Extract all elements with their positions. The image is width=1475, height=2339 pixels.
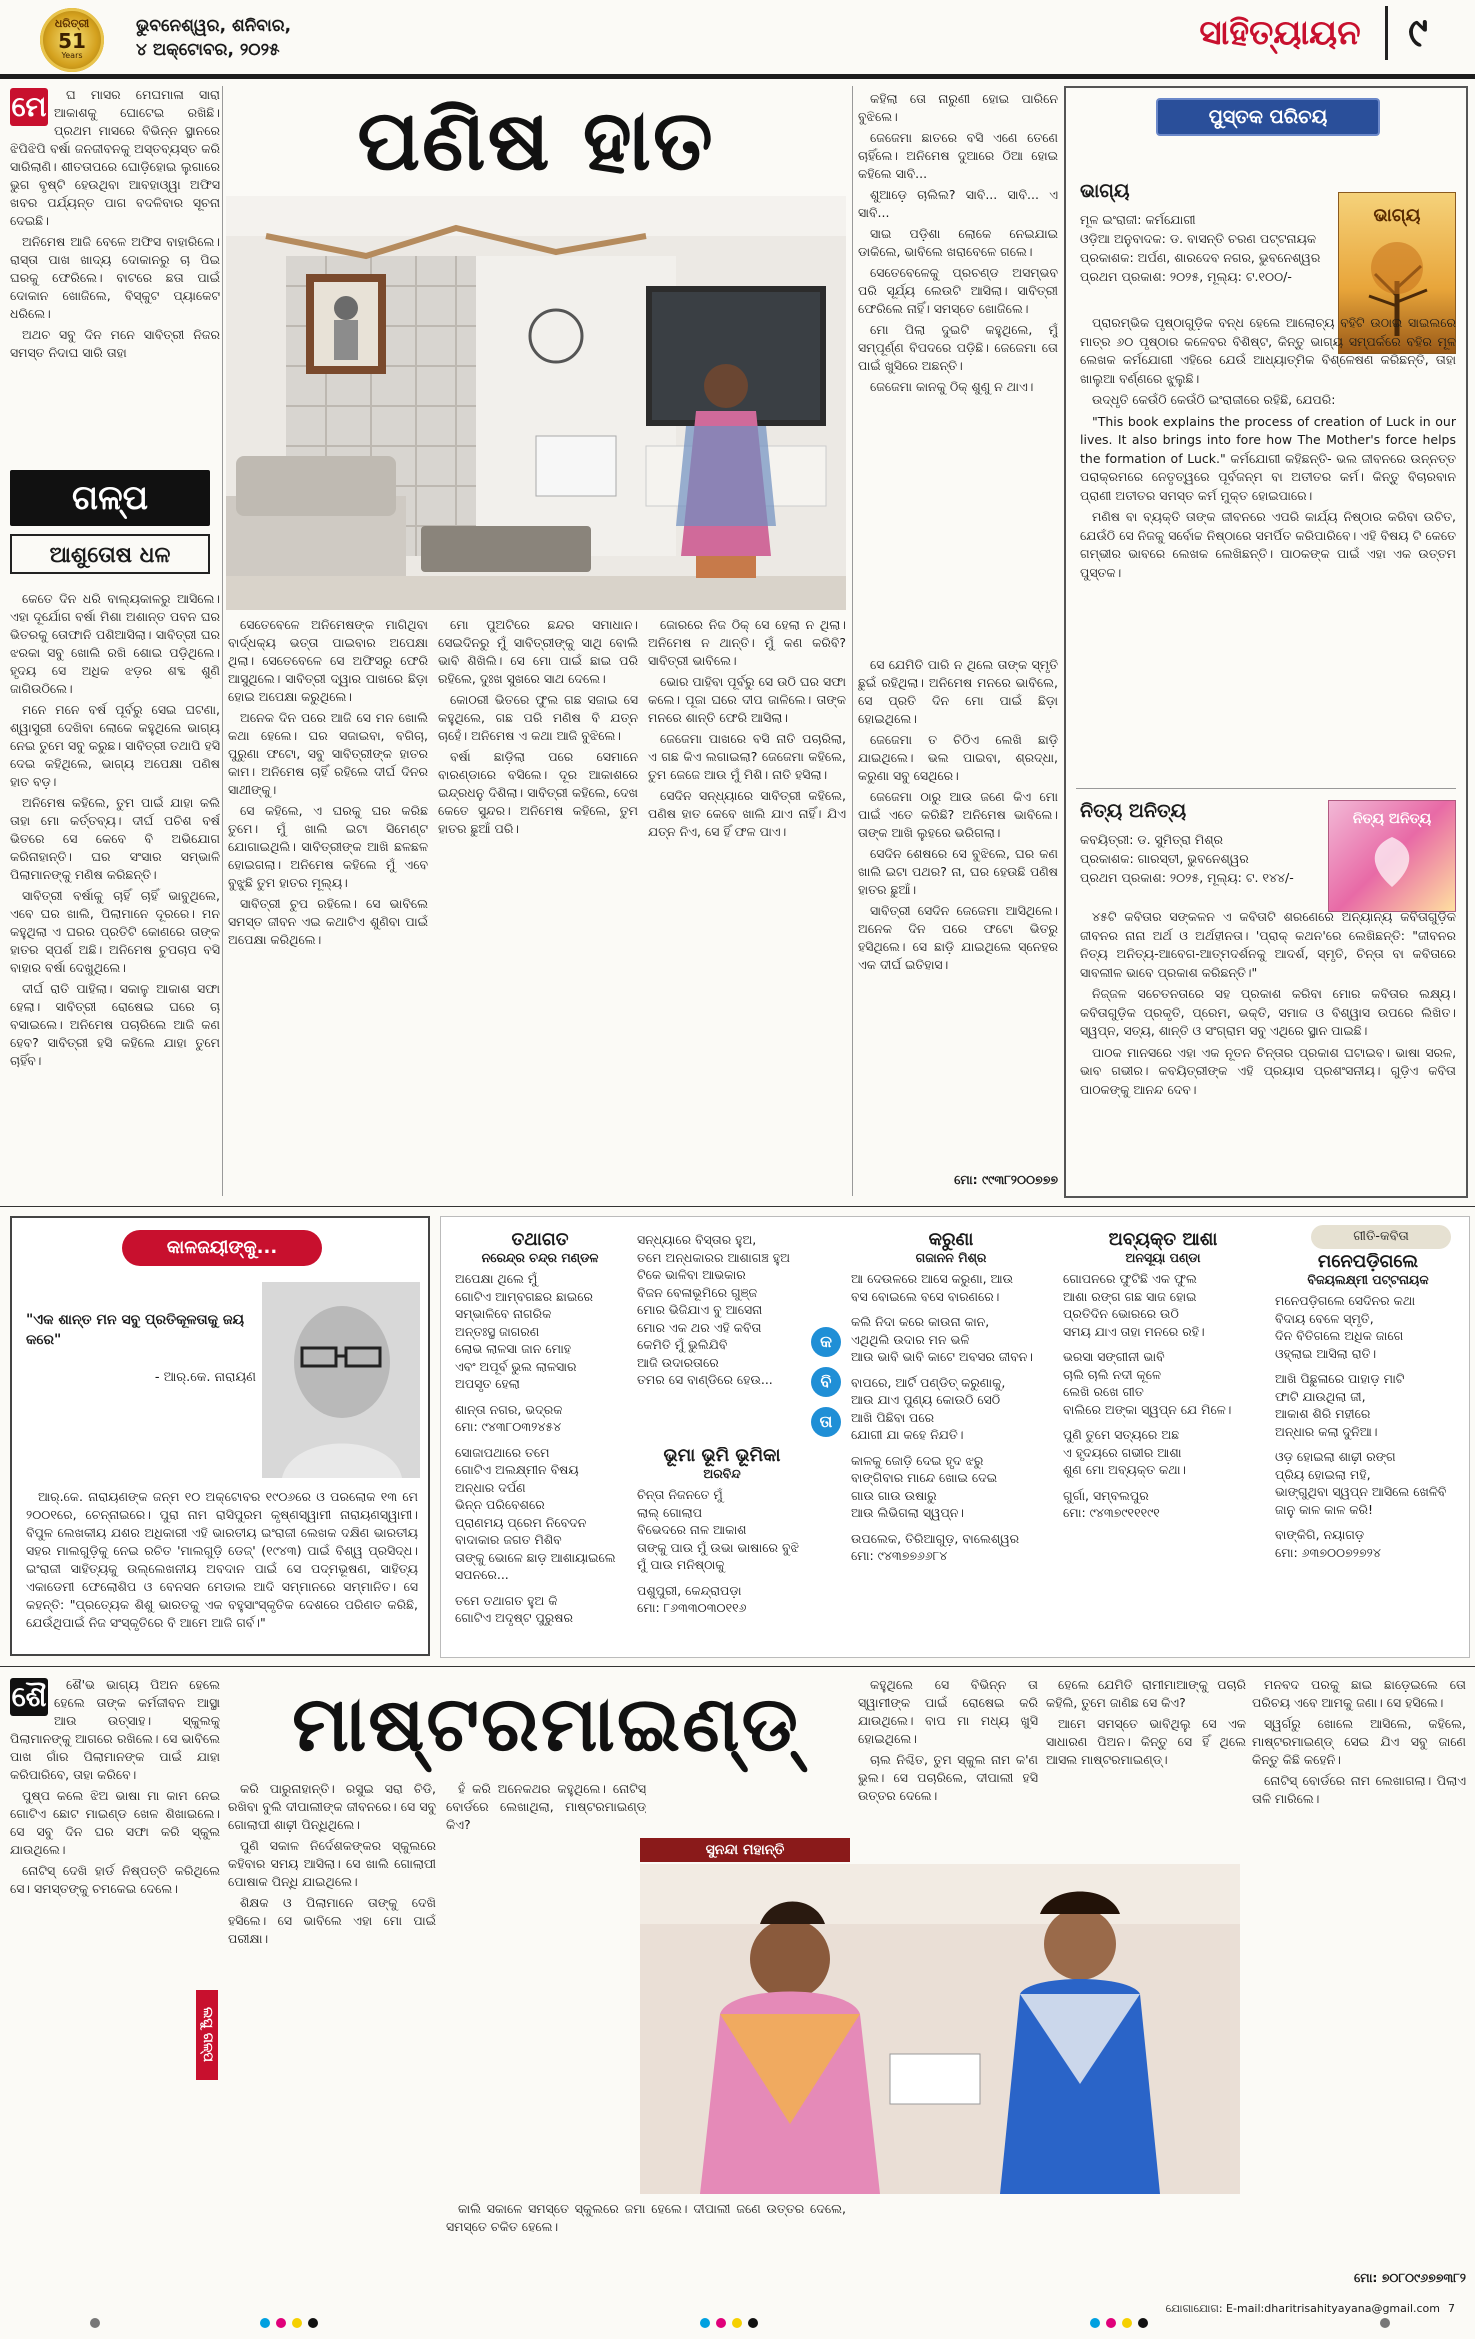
paragraph: ଭୋର ପାହିବା ପୂର୍ବରୁ ସେ ଉଠି ଘର ସଫା କଲେ। ପୂଜା ଘରେ ଦୀପ ଜାଳିଲେ। ତାଙ୍କ ମନରେ ଶାନ୍ତି ଫେରି ଆସିଲା।	[648, 674, 846, 725]
poem-line: ଅନ୍ତଃସ୍ଥ ଜାଗରଣ	[455, 1323, 540, 1339]
paragraph: ଚାଲ ନିଶ୍ଚିତ, ତୁମ ସ୍କୁଲ ନାମ କ'ଣ ଭୁଲ। ସେ ପଚାରିଲେ, ଦୀପାଲୀ ହସି ଉତ୍ତର ଦେଲେ।	[858, 1752, 1038, 1803]
lotus-icon	[1329, 827, 1455, 897]
poem-line: ଜାନୁ କାଳ କାଳ କରି!	[1275, 1501, 1373, 1517]
poem-line	[1275, 1440, 1461, 1448]
poem-title: ଭୂମା ଭୂମି ଭୂମିକା	[663, 1447, 781, 1466]
story2-col4	[858, 1676, 1038, 1856]
kavita-badge-char: ବି	[811, 1367, 841, 1397]
paragraph: ମଣିଷ ବା ବ୍ୟକ୍ତି ତାଙ୍କ ଜୀବନରେ ଏପରି କାର୍ଯ୍ୟ ନିଷ୍ଠାର କରିବା ଉଚିତ, ଯେଉଁଠି ସେ ନିଜକୁ ସର୍ବୋଚ୍ଚ ନିଷ୍ଠାରେ ସମର୍ପିତ କରିପାରିବେ। ଏହି ବିଷୟ ଟି କେତେ ଗମ୍ଭୀର ଭାବରେ ଲେଖକ ଲେଖିଛନ୍ତି। ପାଠକଙ୍କ ପାଇଁ ଏହା ଏକ ଉତ୍ତମ ପୁସ୍ତକ।	[1080, 509, 1456, 580]
story2-author: ସୁନନ୍ଦା ମହାନ୍ତି	[640, 1838, 850, 1862]
poem-line	[1063, 1340, 1263, 1348]
poem-line: ଅପେକ୍ଷା ଥିଲେ ମୁଁ	[455, 1271, 538, 1286]
poem-line: ଆଉ ଯାଏ ପୁଣ୍ୟ କୋଉଠି ସେଠି	[851, 1392, 1001, 1407]
registration-mark	[700, 2318, 710, 2328]
paragraph: ଜେଜେମା ପାଖରେ ବସି ନାତି ପଚାରିଲା, ଏ ଗଛ କିଏ ଲଗାଇଲା? ଜେଜେମା କହିଲେ, ତୁମ ଜେଜେ ଆଉ ମୁଁ ମିଶି। ନାତି ହସିଲା।	[648, 731, 846, 782]
quote-bio	[26, 1488, 418, 1648]
poem-line	[1275, 1518, 1461, 1526]
paragraph: ଦୀର୍ଘ ରାତି ପାହିଲା। ସକାଳୁ ଆକାଶ ସଫା ହେଲା। ସାବିତ୍ରୀ ରୋଷେଇ ଘରେ ଚା ବସାଇଲେ। ଅନିମେଷ ପଚାରିଲେ ଆଜି କଣ ହେବ? ସାବିତ୍ରୀ ହସି କହିଲେ ଯାହା ତୁମେ ଚାହିଁବ।	[10, 981, 220, 1068]
registration-mark	[732, 2318, 742, 2328]
poem-line: ସପନରେ...	[455, 1567, 509, 1582]
poem-line: ଏବଂ ଅପୂର୍ବ ଭୁଲ ଲାଳସାର	[455, 1358, 577, 1374]
story1-dropcap: ମେ	[10, 88, 48, 126]
poem-poet: ବିଜୟଲକ୍ଷ୍ମୀ ପଟ୍ଟନାୟକ	[1307, 1271, 1429, 1287]
poem-line: ଲାଲ୍ ଗୋଲାପ	[637, 1504, 703, 1520]
poem-line: ସନ୍ଧ୍ୟାରେ ବିସ୍ତାର ହୁଅ,	[637, 1232, 757, 1247]
poem-line: ଅନ୍ଧାର କଲା ଦୁନିଆ।	[1275, 1423, 1378, 1439]
poem-line: କେମିତି ମୁଁ ଭୁଲିଯିବି	[637, 1337, 728, 1352]
footer-email: ଯୋଗାଯୋଗ: E-mail:dharitrisahityayana@gmail.com	[1165, 2302, 1440, 2315]
badge-years: Years	[61, 51, 83, 60]
poem-line: ଆଶା ରଙ୍ଗ ଗଛ ସାଜ ହୋଇ	[1063, 1288, 1197, 1304]
poem-line: ଅପସୃତ ହେଲା	[455, 1376, 520, 1391]
poem-line: ଯୋଗୀ ଯା କହେ ନିଯତି।	[851, 1427, 964, 1442]
portrait-image	[262, 1282, 420, 1478]
poem-line: ତମର ସେ ବାଣ୍ଡିରେ ହେଉ...	[637, 1372, 773, 1387]
poem-line: ଆଜି ଉଦାରତାରେ	[637, 1354, 719, 1370]
footer-page-mark: 7	[1448, 2302, 1455, 2315]
poem-poet: ନରେନ୍ଦ୍ର ଚନ୍ଦ୍ର ମଣ୍ଡଳ	[481, 1249, 599, 1265]
paragraph: ଶିକ୍ଷକ ଓ ପିଲାମାନେ ତାଙ୍କୁ ଦେଖି ହସିଲେ। ସେ ଭାବିଲେ ଏହା ମୋ ପାଇଁ ପରୀକ୍ଷା।	[228, 1895, 436, 1946]
paragraph: ପୁଣି ସକାଳ ନିର୍ଦେଶକଙ୍କର ସ୍କୁଲରେ କହିବାର ସମୟ ଆସିଲା। ସେ ଖାଲି ଗୋଲାପୀ ପୋଷାକ ପିନ୍ଧି ଯାଇଥିଲେ।	[228, 1838, 436, 1889]
registration-mark	[292, 2318, 302, 2328]
story1-col1	[10, 86, 220, 466]
registration-mark	[308, 2318, 318, 2328]
poem-line	[637, 1574, 807, 1582]
paragraph: କାଲି ସକାଳେ ସମସ୍ତେ ସ୍କୁଲରେ ଜମା ହେଲେ। ଦୀପାଲୀ ଜଣେ ଉତ୍ତର ଦେଲେ, ସମସ୍ତେ ଚକିତ ହେଲେ।	[446, 2201, 846, 2234]
poem-line	[455, 1584, 625, 1592]
registration-mark	[1106, 2318, 1116, 2328]
poem-line: ଏଥିଥିଲି ଉଦାର ମନ ଭଳି	[851, 1331, 970, 1347]
paragraph: ନୋଟିସ୍ ବୋର୍ଡରେ ନାମ ଲେଖାଗଲା। ପିଲାଏ ତାଳି ମାରିଲେ।	[1252, 1773, 1466, 1806]
paragraph: କେତେ ଦିନ ଧରି ବାଲ୍ୟକାଳରୁ ଆସିଲେ। ଏହା ଦୂର୍ଯୋଗ ବର୍ଷା ମିଶା ଅଶାନ୍ତ ପବନ ଘର ଭିତରକୁ ତୋଫାନି ପଶିଆସିଲା। ସାବିତ୍ରୀ ଘର ଝରକା ସବୁ ଖୋଲି ରଖି ଶୋଇ ପଡ଼ିଥିଲେ। ହୃଦୟ ସେ ଅଧିକ ଝଡ଼ର ଶବ୍ଦ ଶୁଣି ଜାଗିଉଠିଲେ।	[10, 591, 220, 696]
paragraph: ଅନେକ ଦିନ ପରେ ଆଜି ସେ ମନ ଖୋଲି କଥା ହେଲେ। ଘର ସଜାଇବା, ବଗିଚା, ପୁରୁଣା ଫଟୋ, ସବୁ ସାବିତ୍ରୀଙ୍କ ହାତର କାମ। ଅନିମେଷ ଚାହିଁ ରହିଲେ ଦୀର୍ଘ ଦିନର ସାଥୀଙ୍କୁ।	[228, 710, 428, 797]
book-review-banner: ପୁସ୍ତକ ପରିଚୟ	[1156, 98, 1380, 136]
poem-line	[851, 1366, 1051, 1374]
poem-line: ମୋର ଏକ ଥର ଏହି କବିତା	[637, 1319, 762, 1335]
quote-attribution: - ଆର୍.କେ. ନାରାୟଣ	[154, 1370, 256, 1385]
paragraph: ନିଜ୍ଜଳ ସଚେତନତାରେ ସହ ପ୍ରକାଶ କରିବା ମୋର କବିତାର ଲକ୍ଷ୍ୟ। କବିତାଗୁଡ଼ିକ ପ୍ରକୃତି, ପ୍ରେମ, ଭକ୍ତି, ସମାଜ ଓ ବିଶ୍ୱାସ ଉପରେ ଲିଖିତ। ସ୍ୱପ୍ନ, ସତ୍ୟ, ଶାନ୍ତି ଓ ସଂଗ୍ରାମ ସବୁ ଏଥିରେ ସ୍ଥାନ ପାଇଛି।	[1080, 986, 1456, 1038]
book2-meta-line: ପ୍ରଥମ ପ୍ରକାଶ: ୨୦୨୫, ମୂଲ୍ୟ: ଟ. ୧୪୪/-	[1080, 870, 1294, 885]
paragraph: ପୁଷ୍ପ କଲେ ଝିଅ ଭାଷା ମା କାମ ନେଇ ଗୋଟିଏ ଛୋଟ ମାଇଣ୍ଡ ଖେଳ ଶିଖାଇଲେ। ସେ ସବୁ ଦିନ ଘର ସଫା କରି ସ୍କୁଲ ଯାଉଥିଲେ।	[10, 1788, 220, 1857]
poem-line: ପ୍ରିୟ ହୋଇଲା ମହି,	[1275, 1466, 1371, 1482]
paragraph: ସାଇ ପଡ଼ିଶା ଲୋକେ ନେଇଯାଇ ଡାକିଲେ, ଭାବିଲେ ଖରାବେଳେ ଗଲେ।	[858, 226, 1058, 259]
poem-line: ବାଦାକାର ଜଗତ ମିଶିବ	[455, 1532, 562, 1547]
poem-line: ତାଙ୍କୁ ପାଉ ମୁଁ ଉଭା ଭାଷାରେ ବୁଝି	[637, 1539, 799, 1555]
poem-line: ସୋଜାପଥାରେ ତମେ	[455, 1444, 550, 1460]
story1-illustration	[226, 196, 846, 610]
poem-line: ଲୋଭ ଲାଳସା ଜାନ ମୋହ	[455, 1341, 572, 1356]
poem-line: ଓଡ଼ ହୋଇଲା ଶାଢ଼ୀ ରଙ୍ଗ	[1275, 1449, 1396, 1464]
paragraph: ସ୍ୱର୍ଗରୁ ଖୋଲେ ଆସିଲେ, କହିଲେ, ମାଷ୍ଟରମାଇଣ୍ଡ୍ ସେଇ ଯିଏ ସବୁ ଜାଣେ କିନ୍ତୁ କିଛି କହେନି।	[1252, 1716, 1466, 1767]
paragraph: ଜେଜେମା ଠାରୁ ଆଉ ଜଣେ କିଏ ମୋ ପାଇଁ ଏତେ କରିଛି? ଅନିମେଷ ଭାବିଲେ। ତାଙ୍କ ଆଖି ଲୁହରେ ଭରିଗଲା।	[858, 789, 1058, 840]
paragraph: ସେଦିନ ସନ୍ଧ୍ୟାରେ ସାବିତ୍ରୀ କହିଲେ, ପଣିଷ ହାତ କେବେ ଖାଲି ଯାଏ ନାହିଁ। ଯିଏ ଯତ୍ନ ନିଏ, ସେ ହିଁ ଫଳ ପାଏ।	[648, 788, 846, 839]
dateline-date: ୪ ଅକ୍ଟୋବର, ୨୦୨୫	[136, 40, 280, 60]
author-portrait	[262, 1282, 420, 1478]
paragraph: ପାଠକ ମାନସରେ ଏହା ଏକ ନୂତନ ଚିନ୍ତାର ପ୍ରକାଶ ଘଟାଇବ। ଭାଷା ସରଳ, ଭାବ ଗଭୀର। କବୟିତ୍ରୀଙ୍କ ଏହି ପ୍ରୟାସ ପ୍ରଶଂସନୀୟ। ଗୁଡ଼ିଏ କବିତା ପାଠକଙ୍କୁ ଆନନ୍ଦ ଦେବ।	[1080, 1044, 1456, 1097]
poem-line	[851, 1522, 1051, 1530]
paragraph: ଅଥଚ ସବୁ ଦିନ ମନେ ସାବିତ୍ରୀ ନିଜର ସମସ୍ତ ନିଦାଘ ସାରି ତାହା	[10, 327, 220, 360]
poem-3	[637, 1447, 807, 1647]
poem-line: ମୋ: ୬୩୭୦୦୭୨୭୨୪	[1275, 1544, 1381, 1560]
registration-mark	[260, 2318, 270, 2328]
poem-line: ଗୋଟିଏ ଅଲକ୍ଷ୍ମୀନ ବିଷୟ	[455, 1462, 579, 1477]
book1-meta-line: ପ୍ରଥମ ପ୍ରକାଶ: ୨୦୨୫, ମୂଲ୍ୟ: ଟ.୧୦୦/-	[1080, 269, 1292, 284]
paragraph: ୪୫ଟି କବିତାର ସଙ୍କଳନ ଏ କବିତାଟି ଶରଣେରେ ଅନ୍ୟାନ୍ୟ କବିତାଗୁଡ଼ିକ ଜୀବନର ନାନା ଅର୍ଥ ଓ ଅର୍ଥହୀନତା। 'ପ୍ରାକ୍ କଥନ'ରେ ଲେଖିଛନ୍ତି: "ଜୀବନର ନିତ୍ୟ ଅନିତ୍ୟ-ଆବେଗ-ଆତ୍ମଦର୍ଶନକୁ ଆଦର୍ଶ, ସ୍ମୃତି, ଚିନ୍ତା ବା କବିତାରେ ସାବଲୀଳ ଭାବେ ପ୍ରକାଶ କରିଛନ୍ତି।"	[1080, 909, 1456, 980]
poem-title: ଅବ୍ୟକ୍ତ ଆଶା	[1108, 1231, 1218, 1250]
story2-col1	[10, 1676, 220, 2286]
poem-line	[455, 1436, 625, 1444]
poem-line: ତାଙ୍କୁ ଭୋଳେ ଛାଡ଼ ଆଶାୟାଇଲେ	[455, 1549, 616, 1565]
poem-line: ତମେ ତଥାଗତ ହୁଅ କି	[455, 1592, 558, 1608]
poem-line	[851, 1305, 1051, 1313]
registration-mark	[748, 2318, 758, 2328]
poem-line: ଆଉ ଲିଭିଗଲା ସ୍ୱପ୍ନ।	[851, 1505, 965, 1520]
poem-line: ଦିନ ବିତିଗଲେ ଅଧିକ ଜାଗେ	[1275, 1328, 1404, 1343]
badge-number: 51	[58, 29, 86, 53]
paragraph: ନୋଟିସ୍ ଦେଖି ହାର୍ଡ ନିଷ୍ପତ୍ତି କରିଥିଲେ ସେ। ସମସ୍ତଙ୍କୁ ଚମକେଇ ଦେଲେ।	[10, 1863, 220, 1896]
story1-col1-lower	[10, 590, 220, 1150]
poem-line: ଗୋଟିଏ ଅଦୃଷ୍ଟ ପୁରୁଷର	[455, 1610, 573, 1625]
book2-cover	[1328, 800, 1456, 912]
poem-line: ଶୁଣ ମୋ ଅବ୍ୟକ୍ତ କଥା।	[1063, 1462, 1187, 1477]
poem-line: ଫାଟି ଯାଉଥିଲା ଜୀ,	[1275, 1388, 1366, 1404]
poem-poet: ଅନସୂୟା ପଣ୍ଡା	[1125, 1249, 1201, 1265]
story2-col3-lower	[446, 2200, 846, 2290]
paragraph: ମୋ ପୁଅଟିରେ ଛନ୍ଦର ସମାଧାନ। ସେଇଦିନରୁ ମୁଁ ସାବିତ୍ରୀଙ୍କୁ ସାଥି ବୋଲି ଭାବି ଶିଖିଲି। ସେ ମୋ ପାଇଁ ଛାଇ ପରି ରହିଲେ, ଦୁଃଖ ସୁଖରେ ସାଥ ଦେଲେ।	[438, 617, 638, 686]
poem-line: ପୁଣି ତୁମେ ସତ୍ୟରେ ଅଛ	[1063, 1427, 1180, 1442]
story1-category-tag: ଗଳ୍ପ	[10, 470, 210, 526]
poem-line: ଶାନ୍ତା ନଗର, ଭଦ୍ରକ	[455, 1401, 563, 1417]
paragraph: ଘ ମାସର ମେଘମାଳା ସାରା ଆକାଶକୁ ଘୋଟେଇ ରଖିଛି। ପ୍ରଥମ ମାସରେ ବିଭିନ୍ନ ସ୍ଥାନରେ ଝିପିଝିପି ବର୍ଷା ଜନଜୀବନକୁ ଅସ୍ତବ୍ୟସ୍ତ କରି ସାରିଲାଣି। ଶୀତତାପରେ ଘୋଡ଼ିହୋଇ ଲୁଗାରେ ଭୁଗ ବୃଷ୍ଟି ହେଉଥିବା ଆବହାଓ୍ୱା ଅଫିସ ଖବର ପର୍ଯ୍ୟନ୍ତ ପାଗ ବଦଳିବାର ସୂଚନା ଦେଇଛି।	[10, 87, 220, 228]
anniversary-badge	[40, 8, 104, 72]
poem-line: ଭାଙ୍ଗୁଥିବା ସ୍ୱପ୍ନ ଆସିଲେ ଖେଳିବି	[1275, 1484, 1447, 1499]
registration-mark	[276, 2318, 286, 2328]
poem-line: ବିଦାୟ ବେଳେ ସ୍ମୃତି,	[1275, 1310, 1374, 1326]
poem-line: କଲି ନିଦା କରେ କାଉନା କାନ,	[851, 1314, 990, 1329]
living-room-image	[226, 196, 846, 610]
poem-line: ଚାଲି ଚାଲି ନଦୀ କୂଳେ	[1063, 1366, 1162, 1382]
paragraph: ସେ ଯେମିତି ପାରି ନ ଥିଲେ ତାଙ୍କ ସ୍ମୃତି ଛୁଇଁ ରହିଥିଲା। ଅନିମେଷ ମନରେ ଭାବିଲେ, ସେ ପ୍ରତି ଦିନ ମୋ ପାଇଁ ଛିଡ଼ା ହୋଇଥିଲେ।	[858, 657, 1058, 726]
brand-logo: ସାହିତ୍ୟାୟନ	[1199, 13, 1361, 53]
paragraph: ସାବିତ୍ରୀ ବର୍ଷାକୁ ଚାହିଁ ଚାହିଁ ଭାବୁଥିଲେ, ଏବେ ଘର ଖାଲି, ପିଲାମାନେ ଦୂରରେ। ମନ କହୁଥିଲା ଏ ଘରର ପ୍ରତିଟି କୋଣରେ ତାଙ୍କ ହାତର ସ୍ପର୍ଶ ଅଛି। ଅନିମେଷ ଚୁପଚାପ ବସି ବାହାର ବର୍ଷା ଦେଖୁଥିଲେ।	[10, 888, 220, 975]
poem-line: ମୋ: ୮୬୩୩୦୩୦୧୧୬	[637, 1600, 747, 1615]
paragraph: ମନେ ମନେ ବର୍ଷ ପୂର୍ବରୁ ସେଇ ଘଟଣା, ଶ୍ୱାସୁରୀ ଦେଖିବା ଲୋକେ କହୁଥିଲେ ଭାଗ୍ୟ ନେଇ ତୁମେ ସବୁ କରୁଛ। ସାବିତ୍ରୀ ତଥାପି ହସି ଦେଇ କହିଥିଲେ, ଭାଗ୍ୟ ଅପେକ୍ଷା ପଣିଷ ହାତ ବଡ଼।	[10, 702, 220, 789]
story2-photo	[640, 1864, 1240, 2194]
paragraph: ସେଦିନ ଶେଷରେ ସେ ବୁଝିଲେ, ଘର କଣ ଖାଲି ଇଟା ପଥର? ନା, ଘର ହେଉଛି ପଣିଷ ହାତର ଛୁଆଁ।	[858, 846, 1058, 897]
story2-contact: ମୋ: ୭୦୮୦୯୬୭୭୩୮୨	[1353, 2270, 1466, 2285]
poem-line: ମୋର ଭିଜିଯାଏ ବୁ ଆସେନା	[637, 1302, 763, 1317]
quote-box	[10, 1216, 430, 1656]
paragraph: ମନବଦ ପରକୁ ଛାଇ ଛାଡ଼େଇଲେ ତୋ ପରିଚୟ ଏବେ ଆମକୁ ଜଣା। ସେ ହସିଲେ।	[1252, 1677, 1466, 1710]
registration-mark	[1090, 2318, 1100, 2328]
poem-title: କରୁଣା	[928, 1231, 974, 1250]
book2-meta	[1080, 830, 1330, 900]
story1-col4	[648, 616, 846, 1196]
poem-line: ବାଙ୍ଗିବାର ମାନ୍ଦେ ଖୋଇ ଦେଇ	[851, 1470, 998, 1485]
poem-line: ଅନ୍ଧାର ଦର୍ପଣ	[455, 1479, 526, 1495]
story2-col6	[1252, 1676, 1466, 2266]
story2-title: ମାଷ୍ଟରମାଇଣ୍ଡ୍	[292, 1679, 800, 1768]
poem-line: ବସ ବୋଇଲେ ବସେ ବାରଣରେ।	[851, 1288, 1000, 1304]
badge-title: ଧରିତ୍ରୀ	[54, 17, 90, 30]
quote-banner: କାଳଜୟୀଙ୍କୁ...	[122, 1230, 322, 1266]
registration-mark	[1138, 2318, 1148, 2328]
story2-col2	[228, 1780, 436, 2290]
paragraph: ବର୍ଷା ଛାଡ଼ିଲା ପରେ ସେମାନେ ବାରଣ୍ଡାରେ ବସିଲେ। ଦୂର ଆକାଶରେ ଇନ୍ଦ୍ରଧନୁ ଦିଶିଲା। ସାବିତ୍ରୀ କହିଲେ, ଦେଖ କେତେ ସୁନ୍ଦର। ଅନିମେଷ କହିଲେ, ତୁମ ହାତର ଛୁଆଁ ପରି।	[438, 749, 638, 836]
poem-line: ପଶୁପୁରୀ, କେନ୍ଦ୍ରାପଡ଼ା	[637, 1582, 742, 1598]
registration-mark	[1380, 2318, 1390, 2328]
book2-body	[1080, 908, 1456, 1188]
paragraph: ସେତେବେଳେକୁ ପ୍ରଚଣ୍ଡ ଅସମ୍ଭବ ପରି ସୂର୍ଯ୍ୟ ଲେଉଟି ଆସିଲା। ସାବିତ୍ରୀ ଫେରିଲେ ନାହିଁ। ସମସ୍ତେ ଖୋଜିଲେ।	[858, 265, 1058, 316]
story1-col3	[438, 616, 638, 1196]
story1-author: ଆଶୁତୋଷ ଧଳ	[10, 534, 210, 574]
poem-line: ସମ୍ଭାଳିବେ ନାଗରିକ	[455, 1306, 552, 1321]
story1-title: ପଣିଷ ହାତ	[357, 90, 715, 189]
poem-line: ଗୁର୍ଗା, ସମ୍ବଲପୁର	[1063, 1487, 1149, 1503]
paragraph: ଶୈ'ଭ ଭାଗ୍ୟ ପିଅନ ହେଲେ ହେଲେ ତାଙ୍କ କର୍ମଜୀବନ ଆସ୍ଥା ଆଉ ଉତ୍ସାହ। ସ୍କୁଲକୁ ପିଲାମାନଙ୍କୁ ଆଗରେ ରଖିଲେ। ସେ ଭାବିଲେ ପାଖ ଗାଁର ପିଲାମାନଙ୍କ ପାଇଁ ଯାହା କରିପାରିବେ, ତାହା କରିବେ।	[10, 1677, 220, 1782]
book1-meta-line: ପ୍ରକାଶକ: ଅର୍ପଣ, ଶାରଦେବ ନଗର, ଭୁବନେଶ୍ୱର	[1080, 250, 1321, 265]
story1-col2	[228, 616, 428, 1196]
masthead-left	[40, 8, 440, 72]
book-review-box	[1064, 86, 1468, 1198]
poem-lines	[851, 1270, 1051, 1565]
poem-1	[455, 1231, 625, 1651]
registration-mark	[716, 2318, 726, 2328]
poem-line: ଭିନ୍ନ ପରିବେଶରେ	[455, 1497, 545, 1512]
paragraph: ଉଦ୍ଧୃତି କେଉଁଠି କେଉଁଠି ଇଂରାଜୀରେ ରହିଛି, ଯେପରି:	[1092, 392, 1336, 407]
poem-line: ତମେ ଅନ୍ଧକାରର ଆଶାଗଞ୍ଚ ହୁଅ	[637, 1249, 790, 1265]
quote-text: "ଏକ ଶାନ୍ତ ମନ ସବୁ ପ୍ରତିକୂଳତାକୁ ଜୟ କରେ"	[26, 1312, 245, 1348]
poem-title: ତଥାଗତ	[511, 1231, 569, 1250]
poem-line: ଆଖି ପିଛିବା ପରେ	[851, 1409, 935, 1425]
poem-line: ଗାଉ ଗାଉ ଉଷାରୁ	[851, 1487, 937, 1503]
story2-col5	[1046, 1676, 1246, 1856]
poem-line	[1063, 1418, 1263, 1426]
paragraph: ହେଲେ ଯେମିତି ରାମୀମାଆଙ୍କୁ ପଚାରି କହିଲି, ତୁମେ ଜାଣିଛ ସେ କିଏ?	[1046, 1677, 1246, 1710]
two-women-image	[640, 1864, 1240, 2194]
paragraph: ଆର୍.କେ. ନାରାୟଣଙ୍କ ଜନ୍ମ ୧୦ ଅକ୍ଟୋବର ୧୯୦୬ରେ ଓ ପରଲୋକ ୧୩ ମେ ୨୦୦୧ରେ, ଚେନ୍ନାଇରେ। ପୁରା ନାମ ରାସିପୁରମ କୃଷ୍ଣସ୍ୱାମୀ ନାରାୟଣସ୍ୱାମୀ। ବିପୁଳ ଲେଖକୀୟ ଯଶର ଅଧିକାରୀ ଏହି ଭାରତୀୟ ଇଂରାଜୀ ଲେଖକ ଦକ୍ଷିଣ ଭାରତୀୟ ସହର ମାଲଗୁଡ଼ିକୁ ନେଇ ରଚିତ 'ମାଲଗୁଡ଼ି ଡେଜ୍' (୧୯୪୩) ପାଇଁ ବିଶ୍ୱ ପ୍ରସିଦ୍ଧ। ଇଂରାଜୀ ସାହିତ୍ୟକୁ ଉଲ୍ଲେଖନୀୟ ଅବଦାନ ପାଇଁ ସେ ପଦ୍ମଭୂଷଣ, ସାହିତ୍ୟ ଏକାଡେମୀ ଫେଲୋଶିପ ଓ ବେନସନ ମେଡାଲ ଆଦି ସମ୍ମାନରେ ସମ୍ମାନିତ। ସେ କହନ୍ତି: "ପ୍ରତ୍ୟେକ ଶିଶୁ ଭାରତକୁ ଏକ ବହୁସାଂସ୍କୃତିକ ଦେଶରେ ପରିଣତ କରିଛି, ଯେଉଁଥିପାଇଁ ନିଜ ସଂସ୍କୃତିରେ ବି ଆମେ ଆଜି ଗର୍ବ।"	[26, 1489, 418, 1630]
paragraph: ସାବିତ୍ରୀ ସେଦିନ ଜେଜେମା ଆସିଥିଲେ। ଅନେକ ଦିନ ପରେ ଫଟୋ ଭିତରୁ ହସିଥିଲେ। ସେ ଛାଡ଼ି ଯାଇଥିଲେ ସ୍ନେହର ଏକ ଦୀର୍ଘ ଇତିହାସ।	[858, 903, 1058, 972]
poem-line: ବିଭେଦରେ ନାଳ ଆକାଶ	[637, 1522, 747, 1537]
paragraph: ସେତେବେଳେ ଅନିମେଷଙ୍କ ମାଗିଥିବା ବାର୍ଦ୍ଧକ୍ୟ ଭତ୍ତା ପାଇବାର ଅପେକ୍ଷା ଥିଲା। ସେତେବେଳେ ସେ ଅଫିସରୁ ଫେରି ଆସୁଥିଲେ। ସାବିତ୍ରୀ ଦ୍ୱାର ପାଖରେ ଛିଡ଼ା ହୋଇ ଅପେକ୍ଷା କରୁଥିଲେ।	[228, 617, 428, 704]
poem-title: ମନେପଡ଼ିଗଲେ	[1317, 1253, 1419, 1272]
masthead-rule	[0, 74, 1475, 79]
poem-line: ବାଲିରେ ଅଙ୍କା ସ୍ୱପ୍ନ ଯେ ମିଳେ।	[1063, 1401, 1232, 1417]
paragraph: ସେ କହିଲେ, ଏ ଘରକୁ ଘର କରିଛ ତୁମେ। ମୁଁ ଖାଲି ଇଟା ସିମେଣ୍ଟ ଯୋଗାଇଥିଲି। ସାବିତ୍ରୀଙ୍କ ଆଖି ଛଳଛଳ ହୋଇଗଲା। ଅନିମେଷ କହିଲେ ମୁଁ ଏବେ ବୁଝୁଛି ତୁମ ହାତର ମୂଲ୍ୟ।	[228, 803, 428, 890]
paragraph: ସାବିତ୍ରୀ ଚୁପ ରହିଲେ। ସେ ଭାବିଲେ ସମସ୍ତ ଜୀବନ ଏଇ କଥାଟିଏ ଶୁଣିବା ପାଇଁ ଅପେକ୍ଷା କରିଥିଲେ।	[228, 896, 428, 947]
section-divider	[1076, 788, 1456, 789]
book2-title: ନିତ୍ୟ ଅନିତ୍ୟ	[1080, 800, 1187, 822]
poem-line: ଆ ଦେଉଳରେ ଆସେ କରୁଣା, ଆଉ	[851, 1271, 1014, 1286]
poem-line: ଆଉ ଭାବି ଭାବି କାଟେ ଅବସର ଜୀବନ।	[851, 1349, 1033, 1364]
dateline-city-day: ଭୁବନେଶ୍ୱର, ଶନିବାର,	[136, 16, 292, 36]
paragraph: କହୁଥିଲେ ସେ ବିଭିନ୍ନ ତା ସ୍ୱାମୀଙ୍କ ପାଇଁ ରୋଷେଇ କରି ଯାଉଥିଲେ। ବାପ ମା ମଧ୍ୟ ଖୁସି ହୋଇଥିଲେ।	[858, 1677, 1038, 1746]
poem-line: ଆଖି ପିଛୁଳାରେ ପାହାଡ଼ ମାଟି	[1275, 1371, 1405, 1386]
poem-poet: ଅରବିନ୍ଦ	[703, 1465, 741, 1481]
column-divider	[852, 86, 853, 1196]
story1-contact: ମୋ: ୯୯୩୮୨୦୦୭୭୭	[954, 1172, 1058, 1187]
poem-5	[1063, 1231, 1263, 1651]
poem-line	[1275, 1362, 1461, 1370]
poem-line: କାଳକୁ ଜୋଡ଼ି ଦେଇ ହୃଦ ଝରୁ	[851, 1452, 984, 1468]
poem-line: ଆକାଶ ଶିରି ମହୀରେ	[1275, 1406, 1371, 1421]
dateline	[136, 14, 291, 62]
book1-meta-line: ଓଡ଼ିଆ ଅନୁବାଦକ: ଡ. ବାସନ୍ତି ଚରଣ ପଟ୍ଟନାୟକ	[1080, 231, 1317, 246]
column-divider	[222, 86, 223, 1196]
poem-line: ମୋ: ୯୪୩୭୯୧୧୧୯୧	[1063, 1505, 1160, 1520]
poem-lines	[455, 1270, 625, 1627]
paragraph: ଜୋରରେ ନିଜ ଠିକ୍ ସେ ହେଲା ନ ଥିଲା। ଅନିମେଷ ନ ଥାନ୍ତି। ମୁଁ କଣ କରିବି? ସାବିତ୍ରୀ ଭାବିଲେ।	[648, 617, 846, 668]
poem-line	[455, 1393, 625, 1401]
book1-cover-title: ଭାଗ୍ୟ	[1373, 205, 1421, 226]
registration-mark	[90, 2318, 100, 2328]
book1-meta-line: ମୂଳ ଇଂରାଜୀ: କର୍ମଯୋଗୀ	[1080, 212, 1196, 227]
book2-meta-line: କବୟିତ୍ରୀ: ଡ. ସୁମିତ୍ରା ମିଶ୍ର	[1080, 832, 1224, 847]
poem-line: ଗୋପନରେ ଫୁଟିଛି ଏକ ଫୁଲ	[1063, 1271, 1197, 1286]
paragraph: ଅନିମେଷ କହିଲେ, ତୁମ ପାଇଁ ଯାହା କଲି ତାହା ମୋ କର୍ତ୍ତବ୍ୟ। ଦୀର୍ଘ ପଚିଶ ବର୍ଷ ଭିତରେ ସେ କେବେ ବି ଅଭିଯୋଗ କରିନାହାନ୍ତି। ଘର ସଂସାର ସମ୍ଭାଳି ପିଲାମାନଙ୍କୁ ମଣିଷ କରିଛନ୍ତି।	[10, 795, 220, 882]
poem-line: ଲେଖି ରଖେ ଗୀତ	[1063, 1384, 1144, 1399]
poem-line: ଗୋଟିଏ ଆମ୍ବଗଛର ଛାଇରେ	[455, 1288, 593, 1304]
section-divider	[0, 1206, 1475, 1207]
poem-line: ଏ ହୃଦୟରେ ଗଭୀର ଆଶା	[1063, 1444, 1182, 1460]
story1-col5-lower	[858, 656, 1058, 1166]
book2-meta-line: ପ୍ରକାଶକ: ଗାରସ୍ତୀ, ଭୁବନେଶ୍ୱର	[1080, 851, 1249, 866]
poem-line: ଟିକେ ଭାଳିବା ଆଭକାର	[637, 1267, 746, 1282]
poem-line: ମୋ: ୯୪୩୭୭୬୬୮୪	[851, 1548, 948, 1563]
poem-lines	[1063, 1270, 1263, 1522]
paragraph: କୋଠରୀ ଭିତରେ ଫୁଲ ଗଛ ସଜାଇ ସେ କହୁଥିଲେ, ଗଛ ପରି ମଣିଷ ବି ଯତ୍ନ ଚାହେଁ। ଅନିମେଷ ଏ କଥା ଆଜି ବୁଝିଲେ।	[438, 692, 638, 743]
poem-2	[637, 1231, 807, 1431]
paragraph: "This book explains the process of creation of Luck in our lives. It also brings into fore how The Mother's force helps the formation of Luck." କର୍ମଯୋଗୀ କହିଛନ୍ତି- ଭଲ ଜୀବନରେ ଉନ୍ନତ୍ତ ପରାକ୍ରମରେ ନେତୃତ୍ୱରେ ପୂର୍ବଜନ୍ମ ବା ଅତୀତର କର୍ମ। କିନ୍ତୁ ବିଚାରବାନ ପ୍ରାଣୀ ଅତୀତର ସମସ୍ତ କର୍ମ ମୁକ୍ତ ହୋଇପାରେ।	[1080, 413, 1456, 503]
story1-col1-lower-text	[10, 590, 220, 1150]
paragraph: ଜେଜେମା ଛାତରେ ବସି ଏଣେ ତେଣେ ଚାହିଁଲେ। ଅନିମେଷ ଦୁଆରେ ଠିଆ ହୋଇ କହିଲେ ସାବି...	[858, 130, 1058, 181]
poem-line: ଉପଲେକ, ତିରିଆଗୁଡ଼, ବାଲେଶ୍ୱର	[851, 1530, 1020, 1546]
poem-line	[851, 1444, 1051, 1452]
poem-lines	[1275, 1292, 1461, 1561]
poem-line: ବାଙ୍କିଗି, ନୟାଗଡ଼	[1275, 1527, 1365, 1542]
paragraph: ହଁ କରି ଅନେକଥର କହୁଥିଲେ। ନୋଟିସ୍ ବୋର୍ଡରେ ଲେଖାଥିଲା, ମାଷ୍ଟରମାଇଣ୍ଡ୍ କିଏ?	[446, 1781, 646, 1832]
poem-line: ବିଜନ ବେଳାଭୂମିରେ ଗୁଞ୍ଜ	[637, 1284, 758, 1300]
poem-line: ମୋ: ୯୪୩୮୦୩୨୪୫୪	[455, 1419, 562, 1434]
book1-meta	[1080, 210, 1330, 306]
kavita-badge-char: ତା	[811, 1407, 841, 1437]
paragraph: କରି ପାରୁନାହାନ୍ତି। ରସୁଇ ସରା ଚିଡି, ରଖିବା ବୁଲି ଦୀପାଲୀଙ୍କ ଜୀବନରେ। ସେ ସବୁ ଗୋଲାପୀ ଶାଢ଼ୀ ପିନ୍ଧିଥିଲେ।	[228, 1781, 436, 1832]
story2-dropcap: ଶୈ	[10, 1678, 48, 1716]
section-divider	[0, 1666, 1475, 1667]
poem-line: ସମୟ ଯାଏ ତାହା ମନରେ ରହି।	[1063, 1323, 1205, 1339]
paragraph: ପ୍ରାରମ୍ଭିକ ପୃଷ୍ଠାଗୁଡ଼ିକ ବନ୍ଧ ହେଲେ ଆଲୋଚ୍ୟ ବହିଟି ଉଠାଇ ସାଇଲରେ ମାତ୍ର ୬୦ ପୃଷ୍ଠାର କଳେବର ବିଶିଷ୍ଟ, କିନ୍ତୁ ଭାଗ୍ୟ ସମ୍ପର୍କରେ ବହିର ମୂଳ ଲେଖକ କର୍ମଯୋଗୀ ଏହିରେ ଯେଉଁ ଆଧ୍ୟାତ୍ମିକ ବିଶ୍ଳେଷଣ କରିଛନ୍ତି, ତାହା ଖାଲୁଆ ବର୍ଣ୍ଣରେ ଝୁଲୁଛି।	[1080, 315, 1456, 386]
paragraph: ମୋ ପିଲା ଦୁଇଟି କହୁଥିଲେ, ମୁଁ ସମ୍ପୂର୍ଣ୍ଣ ବିପଦରେ ପଡ଼ିଛି। ଜେଜେମା ତୋ ପାଇଁ ଖୁସିରେ ଅଛନ୍ତି।	[858, 322, 1058, 373]
paragraph: କହିଲା ତୋ ନାରୁଣୀ ହୋଇ ପାରିନେ ବୁଝିଲେ।	[858, 91, 1058, 124]
kavita-badge-char: କ	[811, 1327, 841, 1357]
paragraph: ଅନିମେଷ ଆଜି ବେଳେ ଅଫିସ ବାହାରିଲେ। ରାସ୍ତା ପାଖ ଖାଦ୍ୟ ଦୋକାନରୁ ଚା ପିଇ ଘରକୁ ଫେରିଲେ। ବାଟରେ ଛତା ପାଇଁ ଦୋକାନ ଖୋଜିଲେ, ବିସ୍କୁଟ ପ୍ୟାକେଟ ଧରିଲେ।	[10, 234, 220, 321]
story1-col5-upper	[858, 90, 1058, 650]
registration-mark	[1122, 2318, 1132, 2328]
book1-title: ଭାଗ୍ୟ	[1080, 180, 1130, 202]
page-number: ୯	[1385, 6, 1448, 60]
story2-col3	[446, 1780, 646, 1850]
poem-6	[1275, 1253, 1461, 1651]
poetry-section-tag: ଗୀତି-କବିତା	[1311, 1225, 1451, 1249]
book2-cover-title: ନିତ୍ୟ ଅନିତ୍ୟ	[1352, 811, 1432, 827]
poem-4	[851, 1231, 1051, 1651]
poem-line: ଓହ୍ଲାଇ ଆସିଲା ରାତି।	[1275, 1345, 1377, 1361]
poem-line: ପ୍ରାଣମୟ ପ୍ରେମ ନିବେଦନ	[455, 1514, 587, 1530]
poem-line: ମନେପଡ଼ିଗଲେ ସେଦିନର କଥା	[1275, 1293, 1416, 1308]
poem-poet: ଗଜାନନ ମିଶ୍ର	[915, 1249, 987, 1265]
poem-line: ଚିନ୍ତା ନିଜନତେ ମୁଁ	[637, 1487, 723, 1502]
poem-line: ମୁଁ ପାଉ ମନିଷ୍ଠାକୁ	[637, 1557, 725, 1572]
poem-line: ବାପରେ, ଆର୍ଟି ପଣ୍ଡିତ୍ କରୁଣାକୁ,	[851, 1374, 1006, 1390]
story2-category-tag: ଲଘୁ ଗଳ୍ପ	[196, 1990, 218, 2080]
poem-line	[1063, 1479, 1263, 1487]
paragraph: ଜେଜେମା ତ ଚିଠିଏ ଲେଖି ଛାଡ଼ି ଯାଇଥିଲେ। ଭଲ ପାଇବା, ଶ୍ରଦ୍ଧା, କରୁଣା ସବୁ ସେଥିରେ।	[858, 732, 1058, 783]
paragraph: ଶୁଆଡ଼େ ଚାଲିଲ? ସାବି... ସାବି... ଏ ସାବି...	[858, 187, 1058, 220]
story1-col1-text	[10, 86, 220, 466]
paragraph: ଜେଜେମା କାନକୁ ଠିକ୍ ଶୁଣୁ ନ ଥାଏ।	[870, 379, 1034, 394]
poem-line: ଭରସା ସଙ୍ଗୀନୀ ଭାବି	[1063, 1349, 1165, 1364]
poem-line: ପ୍ରତିଦିନ ଭୋରରେ ଉଠି	[1063, 1306, 1179, 1321]
paragraph: ଆମେ ସମସ୍ତେ ଭାବିଥିଲୁ ସେ ଏକ ସାଧାରଣ ପିଅନ। କିନ୍ତୁ ସେ ହିଁ ଥିଲେ ଆସଲ ମାଷ୍ଟରମାଇଣ୍ଡ୍।	[1046, 1716, 1246, 1767]
poem-lines	[637, 1486, 807, 1617]
poetry-section	[440, 1216, 1470, 1658]
poem-lines	[637, 1231, 807, 1389]
book1-body	[1080, 314, 1456, 854]
